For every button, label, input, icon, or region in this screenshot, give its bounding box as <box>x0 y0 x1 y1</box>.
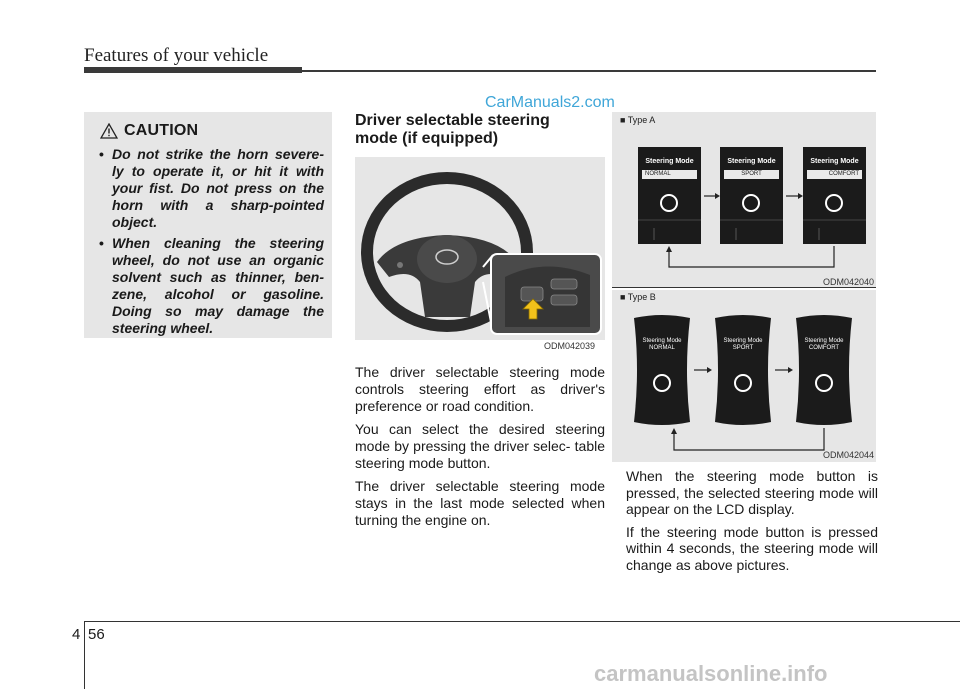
page-header-title: Features of your vehicle <box>84 45 269 66</box>
type-b-screen-normal <box>634 315 690 425</box>
screen-title: Steering Mode <box>810 158 859 165</box>
caution-item-text: When cleaning the steering wheel, do not use an organic solvent such as thinner, ben- zene, alcohol or gasoline. Doing so may damage the steering wheel. <box>112 235 324 336</box>
caution-header <box>100 120 324 142</box>
caution-box <box>84 112 332 338</box>
caution-list <box>92 146 324 337</box>
type-a-diagram <box>612 112 876 287</box>
type-b-figure <box>612 290 876 462</box>
col3-body <box>626 468 878 579</box>
section-body <box>355 364 605 535</box>
chapter-number: 4 <box>72 626 81 643</box>
type-b-label: ■ Type B <box>620 292 656 302</box>
screen-title: Steering Mode <box>723 338 763 344</box>
mode-label: NORMAL <box>645 171 671 177</box>
type-b-screen-sport <box>715 315 771 425</box>
mode-label: SPORT <box>741 171 762 177</box>
footer-rule <box>84 621 960 622</box>
steering-wheel-figure <box>355 157 605 340</box>
screen-title: Steering Mode <box>645 158 694 165</box>
body-paragraph: If the steering mode button is pressed within 4 seconds, the steering mode will change as above pictures. <box>626 523 878 573</box>
header-rule-thin <box>302 70 876 72</box>
header-rule-thick <box>84 67 302 73</box>
caution-item-text: Do not strike the horn severe- ly to operate it, or hit it with your fist. Do not press on the horn with a sharp-pointed object. <box>112 146 324 230</box>
type-a-figure <box>612 112 876 287</box>
figure-separator <box>612 287 876 288</box>
screen-title: Steering Mode <box>642 338 682 344</box>
section-heading: Driver selectable steering mode (if equipped) <box>355 112 550 147</box>
watermark-bottom: carmanualsonline.info <box>594 661 828 686</box>
caution-item <box>92 146 324 231</box>
figure-code: ODM042040 <box>822 277 874 287</box>
type-b-screen-comfort <box>796 315 852 425</box>
mode-label: SPORT <box>732 345 754 351</box>
figure-code: ODM042039 <box>544 341 596 351</box>
body-paragraph: The driver selectable steering mode controls steering effort as driver's preference or road condition. <box>355 364 605 414</box>
steering-wheel-illustration <box>355 157 605 340</box>
figure-code: ODM042044 <box>822 450 874 460</box>
body-paragraph: The driver selectable steering mode stays in the last mode selected when turning the engine on. <box>355 478 605 528</box>
body-paragraph: When the steering mode button is pressed, the selected steering mode will appear on the LCD display. <box>626 468 878 517</box>
body-paragraph: You can select the desired steering mode by pressing the driver selec- table steering mode button. <box>355 421 605 471</box>
screen-title: Steering Mode <box>727 158 776 165</box>
bullet: • <box>99 146 104 162</box>
bullet: • <box>99 235 104 251</box>
type-b-diagram <box>612 290 876 462</box>
footer-divider <box>84 621 85 689</box>
page-number: 56 <box>88 626 105 643</box>
caution-item <box>92 235 324 337</box>
screen-title: Steering Mode <box>804 338 844 344</box>
mode-label: NORMAL <box>649 345 675 351</box>
watermark-link[interactable]: CarManuals2.com <box>485 94 615 111</box>
caution-title: CAUTION <box>124 122 199 139</box>
warning-triangle-icon <box>100 123 118 139</box>
mode-label: COMFORT <box>808 345 840 351</box>
type-a-label: ■ Type A <box>620 115 656 125</box>
mode-label: COMFORT <box>828 171 859 177</box>
